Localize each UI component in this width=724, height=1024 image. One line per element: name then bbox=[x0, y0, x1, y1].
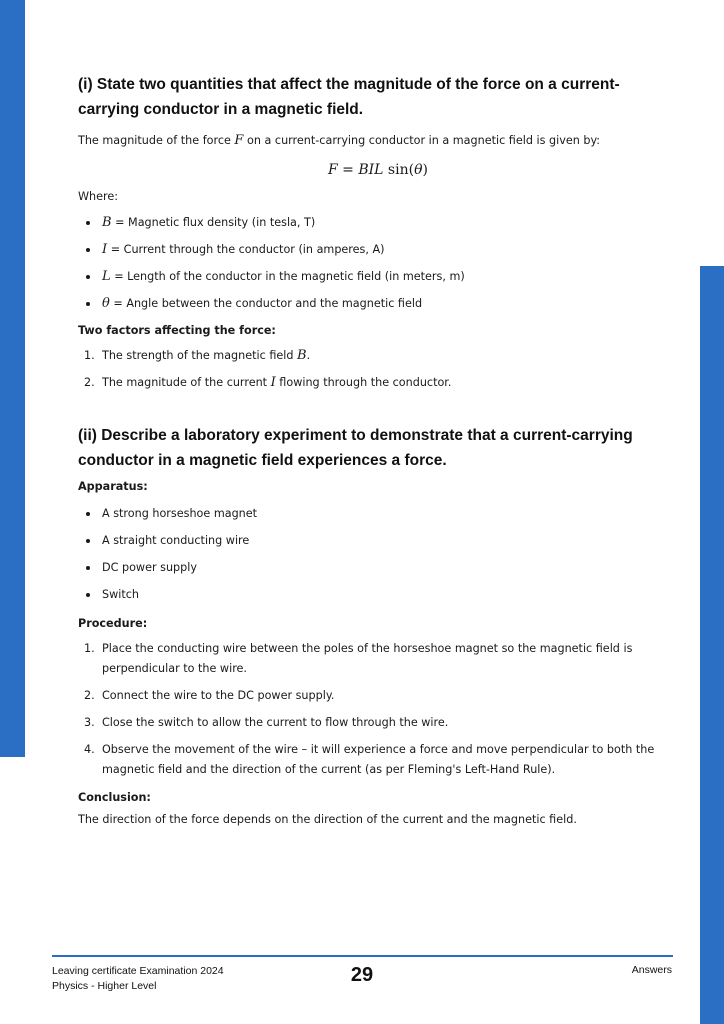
footer-section: Answers bbox=[631, 964, 672, 976]
list-item: 1. Place the conducting wire between the poles of the horseshoe magnet so the magnetic field is perpendicular to the wire. bbox=[84, 642, 633, 675]
procedure-list bbox=[78, 639, 678, 780]
list-item: A strong horseshoe magnet bbox=[78, 505, 678, 523]
list-item: Switch bbox=[78, 586, 678, 604]
list-item: B = Magnetic flux density (in tesla, T) bbox=[78, 214, 678, 232]
factors-list bbox=[78, 346, 678, 393]
apparatus-list bbox=[78, 505, 678, 604]
force-symbol: F bbox=[234, 133, 244, 148]
procedure-label: Procedure: bbox=[78, 617, 148, 630]
left-accent-bar bbox=[0, 0, 25, 757]
part-i-heading: (i) State two quantities that affect the magnitude of the force on a current-carrying conductor in a magnetic field. bbox=[78, 76, 620, 118]
conclusion-text: The direction of the force depends on the direction of the current and the magnetic field. bbox=[78, 813, 577, 826]
list-item: L = Length of the conductor in the magnetic field (in meters, m) bbox=[78, 268, 678, 286]
conclusion-label: Conclusion: bbox=[78, 791, 151, 804]
list-item: I = Current through the conductor (in amperes, A) bbox=[78, 241, 678, 259]
list-item: DC power supply bbox=[78, 559, 678, 577]
definitions-list bbox=[78, 214, 678, 313]
list-item: 1. The strength of the magnetic field B. bbox=[84, 348, 311, 363]
formula-intro: The magnitude of the force F on a current-carrying conductor in a magnetic field is given by: bbox=[78, 133, 601, 148]
page-number: 29 bbox=[350, 964, 374, 986]
footer-divider bbox=[52, 955, 673, 957]
factors-label: Two factors affecting the force: bbox=[78, 324, 276, 337]
page-content bbox=[78, 72, 678, 829]
list-item: 2. The magnitude of the current I flowing through the conductor. bbox=[84, 375, 452, 390]
force-formula: F = BIL sin(θ) bbox=[328, 162, 428, 178]
right-accent-bar bbox=[700, 266, 724, 1024]
part-ii-heading: (ii) Describe a laboratory experiment to demonstrate that a current-carrying conductor in a magnetic field experiences a force. bbox=[78, 427, 633, 469]
footer-exam-title: Leaving certificate Examination 2024 bbox=[52, 965, 224, 977]
list-item: 3. Close the switch to allow the current to flow through the wire. bbox=[84, 716, 449, 729]
list-item: θ = Angle between the conductor and the magnetic field bbox=[78, 295, 678, 313]
footer-subject: Physics - Higher Level bbox=[52, 980, 157, 992]
apparatus-label: Apparatus: bbox=[78, 480, 148, 493]
where-label: Where: bbox=[78, 190, 119, 203]
list-item: 2. Connect the wire to the DC power supply. bbox=[84, 689, 335, 702]
list-item: A straight conducting wire bbox=[78, 532, 678, 550]
list-item: 4. Observe the movement of the wire – it will experience a force and move perpendicular to both the magnetic field and the direction of the current (as per Fleming's Left-Hand Rule). bbox=[84, 743, 655, 776]
